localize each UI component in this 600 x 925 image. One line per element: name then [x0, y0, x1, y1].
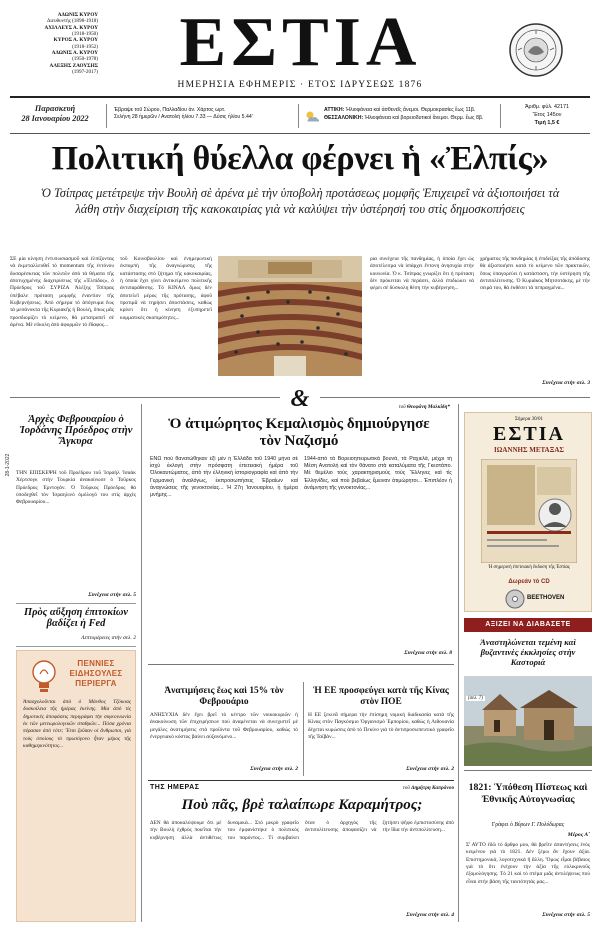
- ad-cd-offer: Δωρεάν τὸ CD: [508, 579, 550, 585]
- center-body-left: ΕΝΩ ποὺ θανατώθηκαν ἑξὶ μὲν ἡ Ἑλλάδα τοῦ 1940 μήνα σὲ ἰσχὺ ἐκλογὴ στὴν πρόσφατη ἐπετειακὴ ἡμέρα τοῦ Ὁλοκαυτώματος, ἀπὸ τὴν ἑλληνικὴ ἱστοριογραφία καὶ ἀπὸ τὴν Γερμανικὴ ἀναλόγως, ἐκπροσωπήσεις Ἑβραίων καὶ ἀναγνώσεις τῆς γενοκτονίας... Ἡ 27η Ἰανουαρίου, ἡ ἡμέρα μνήμης...: [150, 456, 298, 499]
- ad-beethoven: BEETHOVEN: [527, 595, 565, 601]
- infobar-rule: [10, 133, 590, 134]
- infobar-date: [10, 104, 100, 124]
- weather-info: [324, 107, 496, 122]
- issue-number: Ἀριθμ. φύλ. 42171: [524, 104, 570, 110]
- cd-disc-icon: [505, 589, 525, 609]
- 1821-continues: Συνέχεια στὴν σελ. 5: [542, 912, 590, 918]
- byline-name: Βύρων Γ. Πολύδωρας: [514, 822, 565, 828]
- book-ad[interactable]: [464, 412, 592, 612]
- sun-line-1: Έβραψε τοῦ Σώρου, Παλλαδίου ἀν. Χάρτος ωρτ.: [114, 107, 226, 113]
- story2-subline: Λεπτομέρειες στὴν σελ. 2: [81, 635, 136, 641]
- founder-name: ΑΧΙΛΛΕΥΣ Α. ΚΥΡΟΥ: [44, 24, 98, 31]
- weather-place: ΘΕΣΣΑΛΟΝΙΚΗ:: [324, 114, 364, 121]
- issue-year: Ἔτος 145ον: [532, 111, 562, 118]
- story1-continues: Συνέχεια στὴν σελ. 5: [88, 592, 136, 598]
- story2-headline: Πρὸς αὔξηση ἐπιτοκίων βαδίζει ἡ Fed: [24, 607, 128, 629]
- issue-price: Τιμή 1,5 €: [534, 119, 560, 126]
- 1821-byline: [466, 822, 590, 828]
- founder-name: ΚΥΡΟΣ Α. ΚΥΡΟΥ: [53, 37, 98, 44]
- sun-weather-icon: [304, 108, 320, 122]
- section-rule: [320, 397, 590, 398]
- center-body-right: 1944-ἀπὸ τὰ Βορειοηπειρωτικὰ βουνά, τὰ Ραχιελά, μέχρι τὴ Μέση Ανατολή καὶ τὸν θάνατο στὰ καταλύματα τῆς Γκεστάπο. Μὲ θεμέλιο τοὺς χαρακτηρισμοὺς τοὺς Ἕλληνες καὶ τὶς Ἑλληνίδες, καὶ ποὺ βεβαίως ἔμειναν ἀτιμώρητοι... Ἐπιπλέον ἡ ἀνάμνηση τῆς γενοκτονίας...: [304, 456, 452, 491]
- prices-body: ΑΝΗΣΥΧΙΑ δὲν ἔχει βρεῖ τὸ κέντρο τῶν νοικοκυριῶν ἡ ἀνακοίνωση τῶν ἐπιχειρήσεων ποὺ ἀναμένεται νὰ συνεχιστεῖ μὲ μεγάλες ἀνατιμήσεις στὰ προϊόντα τοῦ Φεβρουαρίου, καθὼς τὸ ἐνεργειακὸ κόστος βαίνει αὐξανόμενο...: [150, 712, 298, 741]
- today-continues: Συνέχεια στὴν σελ. 4: [406, 912, 454, 918]
- lead-headline: Πολιτική θύελλα φέρνει ἡ «Ἐλπίς»: [51, 140, 549, 177]
- founder-name: ΑΛΕΞΗΣ ΖΑΟΥΣΗΣ: [49, 62, 98, 69]
- founders-list: [10, 12, 98, 75]
- feature-headline: Ἀναστηλώνεται τεμένη καὶ βυζαντινὲς ἐκκλησίες στὴν Καστοριά: [480, 637, 576, 667]
- column-divider: [141, 404, 142, 922]
- 1821-headline: 1821: Ὑπόθεση Πίστεως καὶ Ἐθνικῆς Αὐτογνωσίας: [468, 782, 588, 805]
- ad-name: ΙΩΑΝΝΗΣ ΜΕΤΑΞΑΣ: [494, 446, 564, 454]
- ad-title: ΕΣΤΙΑ: [493, 423, 565, 445]
- weather-thessaloniki: [324, 115, 496, 123]
- masthead-title: ΕΣΤΙΑ: [179, 4, 422, 81]
- parliament-photo: [218, 256, 362, 376]
- church-photo: [464, 676, 592, 766]
- eu-china-headline: Ἡ ΕΕ προσφεύγει κατὰ τῆς Κίνας στὸν ΠΟΕ: [313, 686, 449, 707]
- byline-name: Θεοφάνη Μαλκίδη*: [406, 404, 450, 410]
- issue-info: [504, 104, 590, 127]
- founder-years: Διευθυντής (1898-1918): [47, 18, 98, 25]
- column-divider: [458, 404, 459, 922]
- today-rubric: ΤΗΣ ΗΜΕΡΑΣ: [150, 784, 200, 791]
- prices-continues: Συνέχεια στὴν σελ. 2: [250, 766, 298, 772]
- byline-prefix: τοῦ: [398, 404, 406, 410]
- bulb-icon: [29, 659, 59, 695]
- rule: [464, 770, 592, 771]
- pennies-heading: ΠΕΝΝΙΕΣ ΕΙΔΗΣΟΥΛΕΣ ΠΕΡΙΕΡΓΑ: [69, 659, 123, 688]
- column-divider: [303, 682, 304, 776]
- center-headline: Ὁ ἀτιμώρητος Κεμαλισμὸς δημιούργησε τὸν Ναζισμό: [168, 416, 430, 449]
- masthead-subtitle: ΗΜΕΡΗΣΙΑ ΕΦΗΜΕΡΙΣ · ΕΤΟΣ ΙΔΡΥΣΕΩΣ 1876: [177, 80, 423, 90]
- eu-china-continues: Συνέχεια στὴν σελ. 2: [406, 766, 454, 772]
- center-byline: [150, 404, 450, 410]
- worth-reading-banner: ΑΞΙΖΕΙ ΝΑ ΔΙΑΒΑΣΕΤΕ: [464, 618, 592, 632]
- founder-name: ΑΔΩΝΙΣ Α. ΚΥΡΟΥ: [51, 50, 98, 57]
- ad-subtitle: Ἡ σημερινὴ ἐπετειακὴ ἔκδοση τῆς Ἑστίας: [488, 565, 570, 570]
- story1-body: ΤΗΝ ΕΠΙΣΚΕΨΗ τοῦ Προέδρου τοῦ Ἰσραὴλ Ἰσαὰκ Χέρτσογκ στὴν Τουρκία ἀνακοίνωσε ὁ Τοῦρκος Πρόεδρος Ἐρντογάν. Ὁ Τοῦρκος Πρόεδρος θὰ ὑποδεχθεῖ τὸν Ἰσραηλινὸ ὁμόλογό του στὶς ἀρχὲς Φεβρουαρίου...: [16, 470, 136, 506]
- founder-years: (1950-1978): [72, 56, 98, 63]
- divider: [298, 104, 299, 128]
- weather-attica: [324, 107, 496, 115]
- rule: [16, 603, 136, 604]
- 1821-body: Σ' ΑΥΤΟ ἐδῶ τὸ ἄρθρο μου, θὰ βρεῖτε ἀπαντήσεις ἐνὸς κειμένου γιὰ τὸ 1821. Δὲν ξέρω ἂν ἔχουν ἀξία. Επιστημονικά, λογοτεχνικά ἢ ἄλλη. Ὅμως εἶμαι βέβαιος γιὰ τὸ ὅτι ἐνέχουν τὴν ἀξία τῆς εὐλικρινοῦς ἐξομολόγησης. Τὸ 21 καὶ τὸ στέμα μιᾶς ἀντιλήψεως ποὺ εἶναι στὴν βάση τῆς ταυτότητάς μας...: [466, 842, 590, 885]
- today-headline: Ποὺ πᾶς, βρὲ ταλαίπωρε Καραμήτρος;: [181, 797, 423, 813]
- section-rule: [10, 397, 280, 398]
- center-continues: Συνέχεια στὴν σελ. 8: [404, 650, 452, 656]
- weather-text: Ἡλιοφάνεια καὶ βορειοδυτικοὶ ἄνεμοι. Θερμ. ἕως 8β.: [364, 114, 484, 121]
- 1821-part: Μέρος Α΄: [567, 832, 590, 838]
- founder-years: (1997-2017): [72, 69, 98, 76]
- lead-col-4: χρήματος τῆς πανδημίας ἡ ἐπιδείξας τῆς ἀπόδοσης θὰ ἀξιοποιήσει κατὰ τὸ κείμενο τῶν πρακτικῶν, ὅπως ὑπαγορεύει ἡ κατάσταση, τὴν ὑστέρηση τῆς ἀντιπολίτευσης. Ὁ Κυριάκος Μητσοτάκης, μὲ τὴν σειρά του, θὰ ἐκθέσει τὰ πεπραγμένα...: [480, 256, 590, 292]
- lead-col-2: τοῦ Κοινοβουλίου καὶ ἐνημερωτικὴ ἐκπομπὴ τῆς ἀναγνώρισης τῆς κατάστασης στὸ ζήτημα τῆς κακοκαιρίας, ἡ ὁποία ἔχει γίνει ἀντικείμενο πολιτικῆς ἀντιπαράθεσης. Τὸ ΚΙΝΑΛ ὅμως δὲν ἀποτελεῖ μέρος τῆς πρότασης, ἀφοῦ προτιμᾶ νὰ τηρήσει ἀποστάσεις, καθὼς κρίνει ὅτι ἡ κίνηση ἐξυπηρετεῖ κομματικὲς σκοπιμότητες...: [120, 256, 212, 321]
- seal-logo: [508, 22, 564, 78]
- date: 28 Ιανουαρίου 2022: [21, 113, 89, 123]
- eu-china-body: Η ΕΕ ξεκινᾶ σήμερα τὴν ἐπίσημη νομικὴ διαδικασία κατὰ τῆς Κίνας στὸν Παγκόσμιο Ὀργανισμὸ Ἐμπορίου, καθὼς ἡ Λιθουανία δέχεται κυρώσεις ἀπὸ τὸ Πεκίνο γιὰ τὸ ἀντιπροσωπευτικὸ γραφεῖο τῆς Ταϊβὰν...: [308, 712, 454, 741]
- ad-book-cover: [481, 459, 577, 563]
- masthead-rule: [10, 96, 590, 98]
- lead-col-3: ρια συνέχεια τῆς πανδημίας, ἡ ὁποία ἔχει ὡς ἀποτέλεσμα νὰ ὑπάρχει ἔντονη ἀνησυχία στὴν κοινωνία. Ὁ κ. Τσίπρας γνωρίζει ὅτι ἡ πρόταση δὲν πρόκειται νὰ περάσει, ἀλλὰ ἐπιδιώκει νὰ φέρει σὲ δύσκολη θέση τὴν κυβέρνηση...: [370, 256, 474, 292]
- sun-info: [114, 107, 294, 120]
- weather-text: Ἡλιοφάνεια καὶ ἀσθενεῖς ἄνεμοι. Θερμοκρασίες ἕως 11β.: [345, 107, 476, 113]
- rule: [148, 664, 454, 665]
- byline-prefix: τοῦ: [402, 785, 410, 791]
- lead-continues: Συνέχεια στὴν σελ. 3: [542, 380, 590, 386]
- lead-col-1: ΣΕ μία κίνηση ἐντυπωσιασμοῦ καὶ ἐλπίζοντας νὰ ἐκμεταλλευθεῖ τὸ momentum τῆς ἐντόνου δυσαρέσκειας τῶν πολιτῶν ἀπὸ τὰ θέματα τῆς ἀποτυχημένης διαχειρίσεως τῆς «Ἐλπίδος», ὁ Πρόεδρος τοῦ ΣΥΡΙΖΑ Ἀλέξης Τσίπρας ὑπέβαλε πρόταση μομφῆς ἐναντίον τῆς Κυβερνήσεως. Ἀπὸ σήμερα τὸ ἀπόγευμα ἔως τὰ μεσάνυκτα τῆς Κυριακῆς ἡ Βουλὴ, ὅπως μᾶς προσδιορίζει τὸ κείμενο, θὰ μετατραπεῖ σὲ ἀρένα. Μὲ εὔκολη ἀπὸ ἀφορμῶν τὸ ἔδαφος...: [10, 256, 114, 329]
- byline-name: Δημήτρη Καπράνου: [411, 785, 454, 791]
- founder-years: (1918-1950): [72, 31, 98, 38]
- sun-line-2: Σελήνη 28 ἡμερῶν / Ανατολή ἡλίου 7.33 — Δύσις ἡλίου 5.44': [114, 113, 253, 120]
- ad-issue-date: Σήμερα 30/01: [514, 417, 544, 422]
- rule: [148, 780, 454, 781]
- today-byline: [300, 785, 454, 791]
- founder-years: (1918-1952): [72, 43, 98, 50]
- lead-deck: Ὁ Τσίπρας μετέτρεψε τὴν Βουλὴ σὲ ἀρένα μὲ τὴν ὑποβολὴ προτάσεως μομφῆς Ἐπιχειρεῖ νὰ ἀξιοποιήσει τὰ λάθη στὴν διαχείριση τῆς κακοκαιρίας γιὰ νὰ καλύψει τὴν ὑστέρησή του στὶς δημοσκοπήσεις: [40, 186, 560, 216]
- rule: [16, 646, 136, 647]
- today-body: ΔΕΝ θὰ ἀποκαλύψουμε ὅτι μὲ τὴν Βουλὴ ἐχθρὸς ποιεῖται τὴν κυβέρνηση ἀλλὰ ἀντιθέτως δυναμικὰ... Στὸ μικρὸ γραφεῖο του ἐμφανίστηκε ὁ πολιτικὸς του παρόντος... Τί συμβαίνει ὅταν ὁ ἀρχηγὸς τῆς ἀντιπολίτευσης ἀποφασίζει νὰ ζητήσει ψῆφο ἐμπιστοσύνης ἀπὸ τὴν ἴδια τὴν ἀντιπολίτευση...: [150, 820, 454, 841]
- byline-prefix: Γράφει ὁ: [491, 822, 513, 828]
- weather-place: ΑΤΤΙΚΗ:: [324, 107, 345, 113]
- story1-headline: Ἀρχὲς Φεβρουαρίου ὁ Ἰορδάνης Πρόεδρος στὴν Ἄγκυρα: [19, 414, 133, 448]
- founder-name: ΑΔΩΝΙΣ ΚΥΡΟΥ: [57, 12, 98, 18]
- edge-date: 28-1-2022: [5, 453, 11, 477]
- ampersand-divider: &: [290, 386, 310, 412]
- weekday: Παρασκευή: [34, 104, 76, 113]
- divider: [500, 104, 501, 128]
- pennies-body: Ἀπασχολοῦνται ἀπὸ ὁ Μάνθος Τζόκοας δυσκοίλεια τῆς ἡμέρας ἐκείνης. Μία ἀπὸ τὶς δημοτικὲς ἀποφάσεις περιγράφει τὴν συγκοινωνία ἐκ τῶν μετεωρολογικῶν σταθμῶν... Πόσα χρόνια πέρασαν ἀπὸ τότε; Ἔτσι ζοῦσαν οἱ ἄνθρωποι, γιὰ τοὺς ὁποίους τὸ πρωτόγονο ἦταν μέρος τῆς καθημερινότητος...: [23, 699, 131, 750]
- feature-page-ref: (σελ. 7): [468, 696, 483, 701]
- prices-headline: Ἀνατιμήσεις ἕως καὶ 15% τὸν Φεβρουάριο: [164, 686, 284, 707]
- divider: [106, 104, 107, 128]
- pennies-box: [16, 650, 136, 922]
